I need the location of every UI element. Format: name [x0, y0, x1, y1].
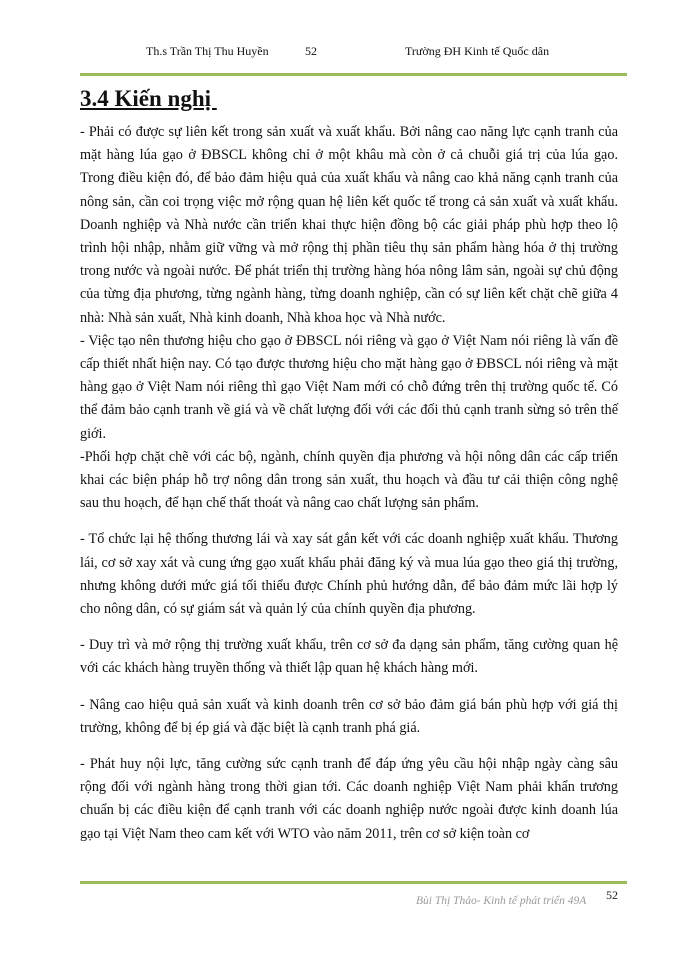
paragraph: -Phối hợp chặt chẽ với các bộ, ngành, chính quyền địa phương và hội nông dân các cấp triển khai các biện pháp hỗ trợ nông dân trong sản xuất, thu hoạch và đầu tư cải thiện công nghệ sau thu hoạch, để hạn chế thất thoát và nâng cao chất lượng sản phẩm.	[80, 448, 618, 512]
header-author: Th.s Trần Thị Thu Huyền	[146, 44, 269, 58]
paragraph: - Phải có được sự liên kết trong sản xuất và xuất khẩu. Bởi nâng cao năng lực cạnh tranh của mặt hàng lúa gạo ở ĐBSCL không chỉ ở một khâu mà còn ở cả chuỗi giá trị của lúa gạo. Trong điều kiện đó, để bảo đảm hiệu quả của xuất khẩu và nâng cao khả năng cạnh tranh của nông sản, cần coi trọng việc mở rộng quan hệ liên kết quốc tế trong cả sản xuất và xuất khẩu. Doanh nghiệp và Nhà nước cần triển khai thực hiện đồng bộ các giải pháp phù hợp theo lộ trình hội nhập, nhằm giữ vững và mở rộng thị phần tiêu thụ sản phẩm hàng hóa ở thị trường trong nước và ngoài nước. Để phát triển thị trường hàng hóa nông lâm sản, ngoài sự chủ động của từng địa phương, từng ngành hàng, từng doanh nghiệp, cần có sự liên kết chặt chẽ giữa 4 nhà: Nhà sản xuất, Nhà kinh doanh, Nhà khoa học và Nhà nước.	[80, 124, 618, 326]
section-title: 3.4 Kiến nghị	[80, 86, 217, 111]
body-text	[80, 121, 618, 846]
paragraph: - Nâng cao hiệu quả sản xuất và kinh doanh trên cơ sở bảo đảm giá bán phù hợp với giá thị trường, không để bị ép giá và đặc biệt là cạnh tranh phá giá.	[80, 696, 618, 736]
header-school: Trường ĐH Kinh tế Quốc dân	[405, 44, 550, 58]
footer-divider	[80, 881, 627, 884]
paragraph: - Việc tạo nên thương hiệu cho gạo ở ĐBSCL nói riêng và gạo ở Việt Nam nói riêng là vấn đề cấp thiết nhất hiện nay. Có tạo được thương hiệu cho mặt hàng gạo ở ĐBSCL nói riêng và mặt hàng gạo ở Việt Nam nói riêng thì gạo Việt Nam mới có chỗ đứng trên thị trường quốc tế. Có thể đảm bảo cạnh tranh về giá và về chất lượng đối với các đối thủ cạnh tranh sừng sỏ trên thế giới.	[80, 332, 618, 442]
header-divider	[80, 73, 627, 76]
header-page-number: 52	[305, 44, 317, 58]
paragraph: - Tổ chức lại hệ thống thương lái và xay sát gắn kết với các doanh nghiệp xuất khẩu. Thương lái, cơ sở xay xát và cung ứng gạo xuất khẩu phải đăng ký và mua lúa gạo theo giá thị trường, nhưng không dưới mức giá tối thiểu được Chính phủ hướng dẫn, để bảo đảm mức lãi hợp lý cho nông dân, có sự giám sát và quản lý của chính quyền địa phương.	[80, 531, 618, 618]
page-footer	[0, 888, 700, 918]
footer-author: Bùi Thị Thảo- Kinh tế phát triển 49A	[416, 895, 587, 907]
paragraph: - Duy trì và mở rộng thị trường xuất khẩu, trên cơ sở đa dạng sản phẩm, tăng cường quan hệ với các khách hàng truyền thống và thiết lập quan hệ khách hàng mới.	[80, 637, 618, 677]
footer-page-number: 52	[606, 888, 618, 902]
paragraph: - Phát huy nội lực, tăng cường sức cạnh tranh để đáp ứng yêu cầu hội nhập ngày càng sâu rộng đối với ngành hàng trong thời gian tới. Các doanh nghiệp Việt Nam phải khẩn trương chuẩn bị các điều kiện để cạnh tranh với các doanh nghiệp nước ngoài được kinh doanh lúa gạo tại Việt Nam theo cam kết với WTO vào năm 2011, trên cơ sở kiện toàn cơ	[80, 756, 618, 842]
page-header	[0, 44, 700, 66]
